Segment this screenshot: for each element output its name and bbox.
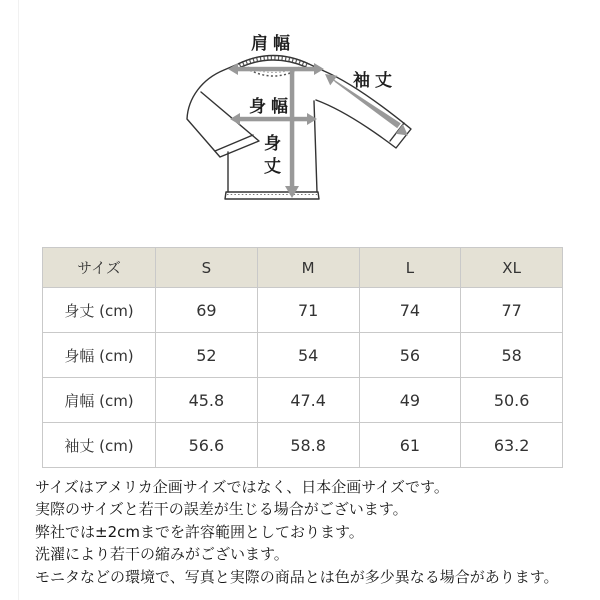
size-notes [35, 476, 590, 588]
size-table [42, 247, 563, 468]
row-label: 肩幅 (cm) [43, 378, 156, 423]
body-width-arrow-head-right [307, 113, 317, 125]
sleeve-length-label: 袖丈 [353, 71, 397, 91]
row-label: 袖丈 (cm) [43, 423, 156, 468]
size-row-sleeve-length [43, 423, 563, 468]
row-label: 身幅 (cm) [43, 333, 156, 378]
cell-value: 58 [461, 333, 563, 378]
body-width-label: 身幅 [249, 97, 293, 117]
shirt-diagram-svg [0, 0, 600, 240]
note-line: 実際のサイズと若干の誤差が生じる場合がございます。 [35, 500, 408, 519]
cell-value: 56.6 [156, 423, 258, 468]
col-header-s: S [156, 248, 258, 288]
body-length-arrow-bar [290, 67, 295, 186]
size-row-body-length [43, 288, 563, 333]
cell-value: 50.6 [461, 378, 563, 423]
cell-value: 74 [359, 288, 461, 333]
cell-value: 52 [156, 333, 258, 378]
cell-value: 61 [359, 423, 461, 468]
cell-value: 54 [257, 333, 359, 378]
body-width-arrow-head-left [230, 113, 240, 125]
cell-value: 77 [461, 288, 563, 333]
row-label: 身丈 (cm) [43, 288, 156, 333]
size-table-header [43, 248, 563, 288]
cell-value: 69 [156, 288, 258, 333]
body-length-label: 身丈 [260, 134, 280, 180]
shoulder-arrow-head-right [314, 63, 324, 75]
col-header-m: M [257, 248, 359, 288]
size-row-body-width [43, 333, 563, 378]
left-cuff-band [215, 135, 253, 151]
note-line: サイズはアメリカ企画サイズではなく、日本企画サイズです。 [35, 478, 449, 496]
size-table-body [43, 288, 563, 468]
shoulder-arrow-head-left [228, 63, 238, 75]
header-row [43, 248, 563, 288]
cell-value: 58.8 [257, 423, 359, 468]
col-header-xl: XL [461, 248, 563, 288]
note-line: 弊社では±2cmまでを許容範囲としております。 [35, 522, 364, 541]
sleeve-arrow-head-top [325, 74, 337, 85]
note-line: 洗濯により若干の縮みがございます。 [35, 545, 289, 564]
hem-band [225, 192, 319, 199]
note-line: モニタなどの環境で、写真と実際の商品とは色が多少異なる場合があります。 [35, 567, 559, 586]
body-right-edge [314, 101, 317, 192]
shirt-measurement-diagram [0, 0, 600, 240]
cell-value: 56 [359, 333, 461, 378]
cell-value: 45.8 [156, 378, 258, 423]
cell-value: 63.2 [461, 423, 563, 468]
col-header-size: サイズ [43, 248, 156, 288]
shoulder-width-label: 肩幅 [251, 34, 295, 54]
col-header-l: L [359, 248, 461, 288]
body-width-arrow-bar [238, 117, 309, 122]
cell-value: 49 [359, 378, 461, 423]
size-row-shoulder-width [43, 378, 563, 423]
cell-value: 71 [257, 288, 359, 333]
shoulder-arrow-bar [236, 67, 316, 72]
cell-value: 47.4 [257, 378, 359, 423]
